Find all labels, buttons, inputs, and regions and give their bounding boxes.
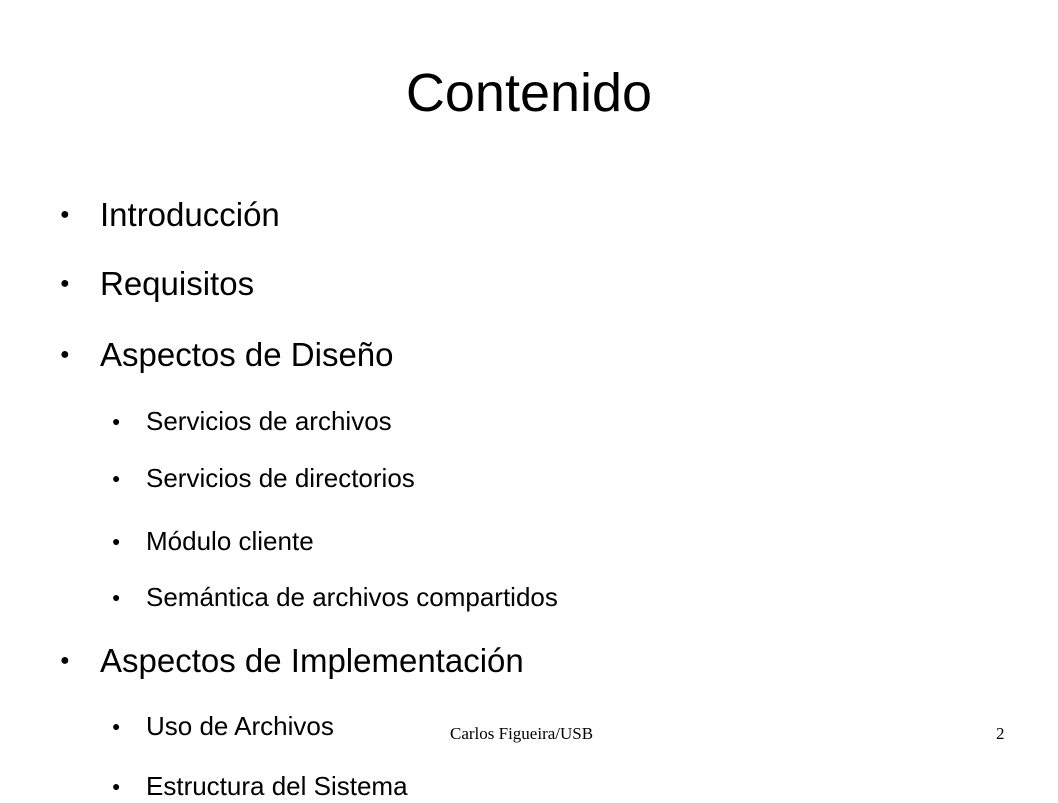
bullet-icon: ● xyxy=(112,589,121,605)
bullet-icon: ● xyxy=(112,470,121,486)
bullet-icon: ● xyxy=(112,718,121,734)
bullet-icon: ● xyxy=(60,275,70,292)
bullet-icon: ● xyxy=(60,206,70,223)
list-item-label: Semántica de archivos compartidos xyxy=(146,582,558,612)
footer-author: Carlos Figueira/USB xyxy=(450,724,594,743)
bullet-icon: ● xyxy=(60,652,70,669)
list-subitem-semantica xyxy=(112,580,558,614)
bullet-icon: ● xyxy=(112,413,121,429)
list-item-label: Uso de Archivos xyxy=(146,711,334,741)
list-item-aspectos-diseno xyxy=(60,335,394,375)
list-item-label: Módulo cliente xyxy=(146,526,314,556)
list-item-label: Servicios de directorios xyxy=(146,463,415,493)
list-subitem-servicios-directorios xyxy=(112,461,415,495)
list-subitem-modulo-cliente xyxy=(112,524,314,558)
list-item-requisitos xyxy=(60,264,255,304)
list-subitem-estructura xyxy=(112,769,408,803)
footer-page-number: 2 xyxy=(996,724,1005,743)
list-item-label: Requisitos xyxy=(100,265,255,302)
list-item-label: Aspectos de Diseño xyxy=(100,336,394,373)
list-item-label: Estructura del Sistema xyxy=(146,771,408,801)
bullet-icon: ● xyxy=(112,533,121,549)
list-item-label: Servicios de archivos xyxy=(146,406,392,436)
bullet-icon: ● xyxy=(60,346,70,363)
list-subitem-uso-archivos xyxy=(112,709,334,743)
slide-title: Contenido xyxy=(405,63,653,123)
list-subitem-servicios-archivos xyxy=(112,404,392,438)
bullet-icon: ● xyxy=(112,778,121,794)
list-item-label: Aspectos de Implementación xyxy=(100,642,524,679)
list-item-introduccion xyxy=(60,195,280,235)
list-item-label: Introducción xyxy=(100,196,280,233)
list-item-aspectos-implementacion xyxy=(60,641,524,681)
